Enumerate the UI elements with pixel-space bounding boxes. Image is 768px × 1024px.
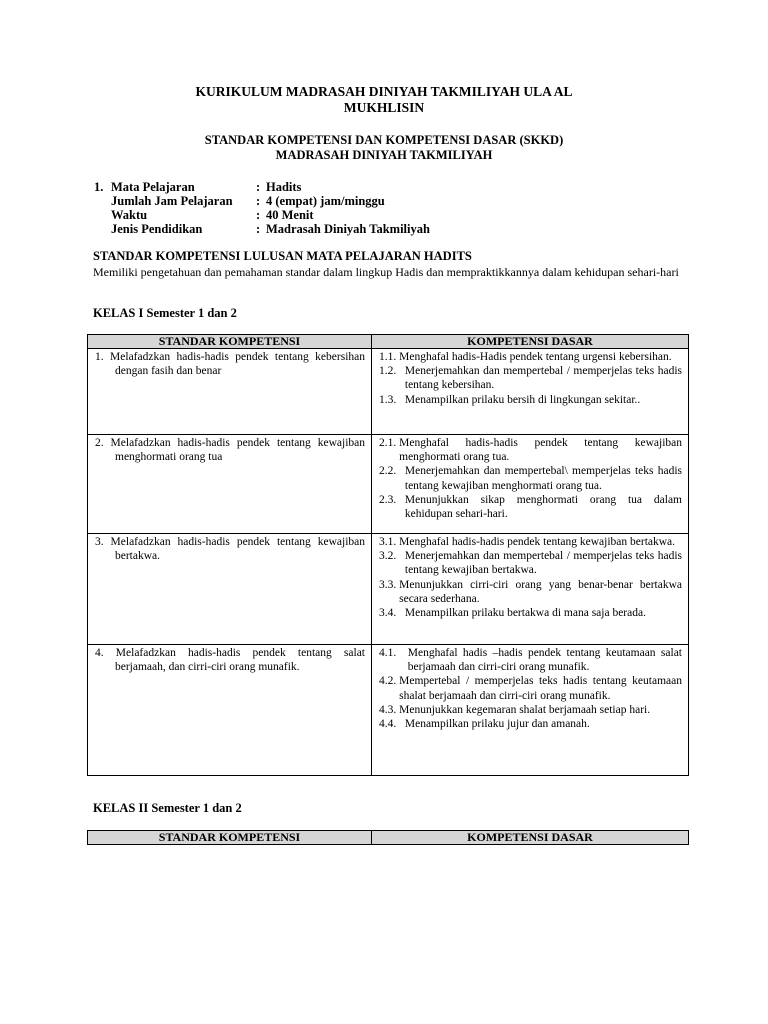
info-separator: : <box>256 222 261 236</box>
kelas-1-heading: KELAS I Semester 1 dan 2 <box>93 306 237 320</box>
table-row <box>88 534 689 645</box>
kd-item <box>379 578 682 606</box>
kd-number: 4.2. <box>379 675 400 688</box>
info-value: 4 (empat) jam/minggu <box>266 194 385 208</box>
kd-cell <box>372 435 689 534</box>
table-row <box>88 349 689 435</box>
kd-item <box>379 364 682 392</box>
kelas-1-table <box>87 334 689 776</box>
kd-cell <box>372 645 689 776</box>
kelas-2-table <box>87 830 689 845</box>
kd-item <box>379 493 682 521</box>
info-value: 40 Menit <box>266 208 314 222</box>
kd-item <box>379 393 682 407</box>
kd-cell <box>372 349 689 435</box>
kd-number: 1.1. <box>379 351 400 363</box>
kd-text: Menghafal hadis-hadis pendek tentang kewajiban menghormati orang tua. <box>399 437 682 464</box>
kd-number: 2.1. <box>379 437 400 449</box>
kd-number: 3.2. <box>379 550 405 563</box>
table-row <box>88 435 689 534</box>
info-separator: : <box>256 180 261 194</box>
kd-number: 4.1. <box>379 647 408 659</box>
header-kompetensi-dasar: KOMPETENSI DASAR <box>372 335 689 349</box>
document-title <box>150 84 618 116</box>
kd-item <box>379 464 682 492</box>
title-line-1: KURIKULUM MADRASAH DINIYAH TAKMILIYAH ULA AL <box>195 84 573 99</box>
kd-text: Menunjukkan sikap menghormati orang tua dalam kehidupan sehari-hari. <box>404 493 682 521</box>
kd-number: 2.3. <box>379 493 405 506</box>
info-label: Waktu <box>111 208 148 222</box>
subtitle-line-2: MADRASAH DINIYAH TAKMILIYAH <box>275 147 493 162</box>
table-header-row <box>88 335 689 349</box>
sk-text: 4. Melafadzkan hadis-hadis pendek tentang salat berjamaah, dan cirri-ciri orang munafik. <box>95 647 365 674</box>
title-line-2: MUKHLISIN <box>343 100 425 115</box>
kd-number: 3.4. <box>379 607 405 620</box>
sk-text: 2. Melafadzkan hadis-hadis pendek tentang kewajiban menghormati orang tua <box>95 437 365 464</box>
kd-text: Menunjukkan kegemaran shalat berjamaah setiap hari. <box>399 703 651 716</box>
kd-number: 4.4. <box>379 718 405 731</box>
kd-text: Menerjemahkan dan mempertebal / memperjelas teks hadis tentang kewajiban bertakwa. <box>404 550 682 577</box>
kd-item <box>379 717 682 731</box>
header-standar-kompetensi: STANDAR KOMPETENSI <box>88 335 372 349</box>
sk-text: 3. Melafadzkan hadis-hadis pendek tentang kewajiban bertakwa. <box>95 536 365 563</box>
kd-item <box>379 549 682 577</box>
kd-number: 1.3. <box>379 393 405 406</box>
kd-text: Menghafal hadis –hadis pendek tentang keutamaan salat berjamaah dan cirri-ciri orang munafik. <box>407 647 682 674</box>
sk-cell <box>88 349 372 435</box>
kd-number: 4.3. <box>379 703 400 716</box>
header-kompetensi-dasar: KOMPETENSI DASAR <box>372 831 689 845</box>
kd-text: Menampilkan prilaku bersih di lingkungan sekitar.. <box>404 393 641 406</box>
kd-text: Menerjemahkan dan mempertebal\ memperjelas teks hadis tentang kewajiban menghormati orang tua. <box>404 465 682 492</box>
kd-item <box>379 674 682 702</box>
kd-text: Menerjemahkan dan mempertebal / memperjelas teks hadis tentang kebersihan. <box>404 365 682 392</box>
kd-item <box>379 646 682 674</box>
kd-text: Menghafal hadis-hadis pendek tentang kewajiban bertakwa. <box>399 536 676 548</box>
sk-cell <box>88 645 372 776</box>
info-label: Mata Pelajaran <box>111 180 195 194</box>
skl-heading: STANDAR KOMPETENSI LULUSAN MATA PELAJARAN HADITS <box>93 249 472 263</box>
sk-text: 1. Melafadzkan hadis-hadis pendek tentang kebersihan dengan fasih dan benar <box>95 351 365 378</box>
table-header-row <box>88 831 689 845</box>
kd-cell <box>372 534 689 645</box>
kd-number: 2.2. <box>379 465 405 478</box>
info-separator: : <box>256 194 261 208</box>
kd-number: 3.3. <box>379 578 400 591</box>
kd-item <box>379 606 682 620</box>
kd-text: Mempertebal / memperjelas teks hadis tentang keutamaan shalat berjamaah dan cirri-ciri orang munafik. <box>399 675 682 702</box>
info-separator: : <box>256 208 261 222</box>
kelas-2-heading: KELAS II Semester 1 dan 2 <box>93 801 242 815</box>
kd-number: 3.1. <box>379 536 400 548</box>
kd-item <box>379 703 682 717</box>
skl-paragraph: Memiliki pengetahuan dan pemahaman standar dalam lingkup Hadis dan mempraktikkannya dalam kehidupan sehari-hari <box>93 265 679 279</box>
kd-item <box>379 436 682 464</box>
info-value: Hadits <box>266 180 302 194</box>
table-row <box>88 645 689 776</box>
info-label: Jenis Pendidikan <box>111 222 203 236</box>
kd-text: Menampilkan prilaku bertakwa di mana saja berada. <box>404 607 646 620</box>
subtitle-line-1: STANDAR KOMPETENSI DAN KOMPETENSI DASAR (SKKD) <box>204 133 564 147</box>
info-number: 1. <box>94 180 104 194</box>
kd-text: Menunjukkan cirri-ciri orang yang benar-benar bertakwa secara sederhana. <box>399 578 682 605</box>
kd-text: Menampilkan prilaku jujur dan amanah. <box>404 718 590 731</box>
kd-number: 1.2. <box>379 365 405 378</box>
sk-cell <box>88 435 372 534</box>
info-label: Jumlah Jam Pelajaran <box>111 194 233 208</box>
header-standar-kompetensi: STANDAR KOMPETENSI <box>88 831 372 845</box>
kd-text: Menghafal hadis-Hadis pendek tentang urgensi kebersihan. <box>399 351 672 363</box>
kd-item <box>379 350 682 364</box>
sk-cell <box>88 534 372 645</box>
info-value: Madrasah Diniyah Takmiliyah <box>266 222 430 236</box>
document-subtitle <box>150 133 618 162</box>
kd-item <box>379 535 682 549</box>
